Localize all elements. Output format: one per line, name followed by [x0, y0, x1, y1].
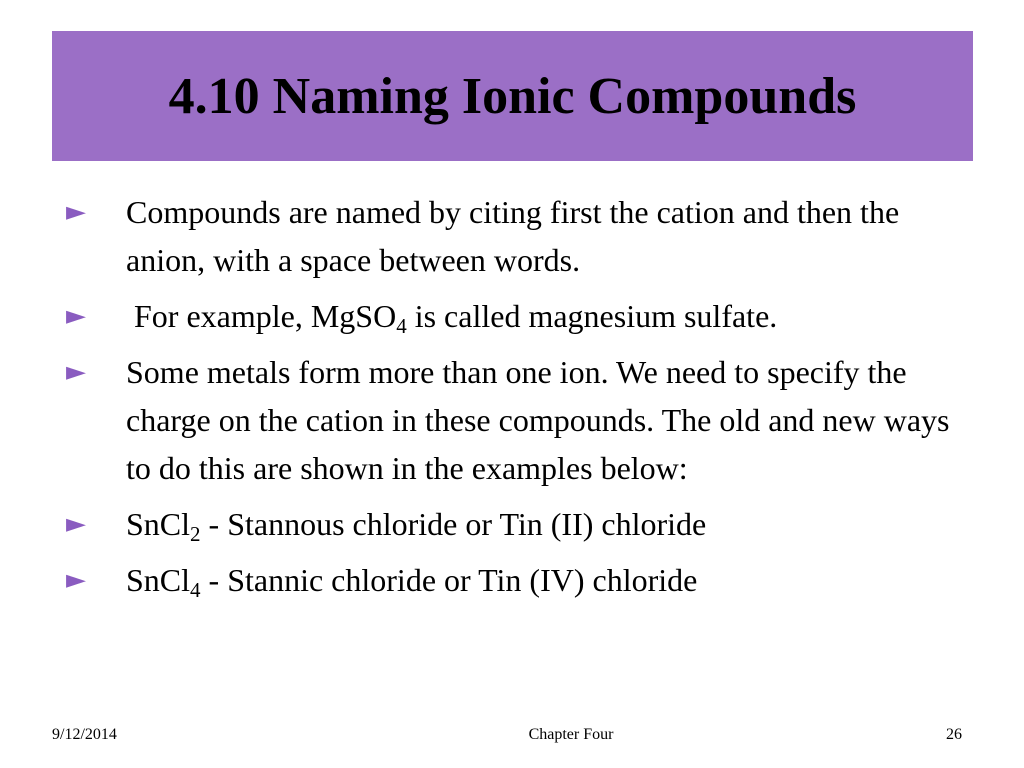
- bullet-arrow-icon: ►: [66, 565, 86, 595]
- slide-title: 4.10 Naming Ionic Compounds: [168, 67, 857, 125]
- bullet-text: Some metals form more than one ion. We need to specify the charge on the cation in these compounds. The old and new ways to do this are shown in the examples below:: [126, 354, 950, 486]
- bullet-list: [62, 188, 962, 612]
- bullet-arrow-icon: ►: [66, 197, 86, 227]
- bullet-item-3: [62, 348, 962, 492]
- formula-subscript: 4: [396, 313, 407, 338]
- footer-date: 9/12/2014: [52, 726, 117, 743]
- bullet-arrow-icon: ►: [66, 301, 86, 331]
- bullet-text-suffix: - Stannous chloride or Tin (II) chloride: [200, 506, 707, 542]
- bullet-arrow-icon: ►: [66, 357, 86, 387]
- bullet-text-prefix: SnCl: [126, 506, 191, 542]
- bullet-text: Compounds are named by citing first the cation and then the anion, with a space between words.: [126, 194, 900, 278]
- bullet-text-suffix: is called magnesium sulfate.: [406, 298, 778, 334]
- bullet-text-prefix: SnCl: [126, 562, 191, 598]
- bullet-text-suffix: - Stannic chloride or Tin (IV) chloride: [200, 562, 698, 598]
- formula-subscript: 2: [190, 521, 201, 546]
- bullet-arrow-icon: ►: [66, 509, 86, 539]
- bullet-text-prefix: For example, MgSO: [126, 298, 397, 334]
- formula-subscript: 4: [190, 577, 201, 602]
- footer-page-number: 26: [946, 726, 962, 743]
- bullet-item-4: [62, 500, 962, 548]
- bullet-item-5: [62, 556, 962, 604]
- title-bar: [52, 31, 973, 161]
- footer-chapter: Chapter Four: [528, 726, 614, 743]
- bullet-item-1: [62, 188, 962, 284]
- bullet-item-2: [62, 292, 962, 340]
